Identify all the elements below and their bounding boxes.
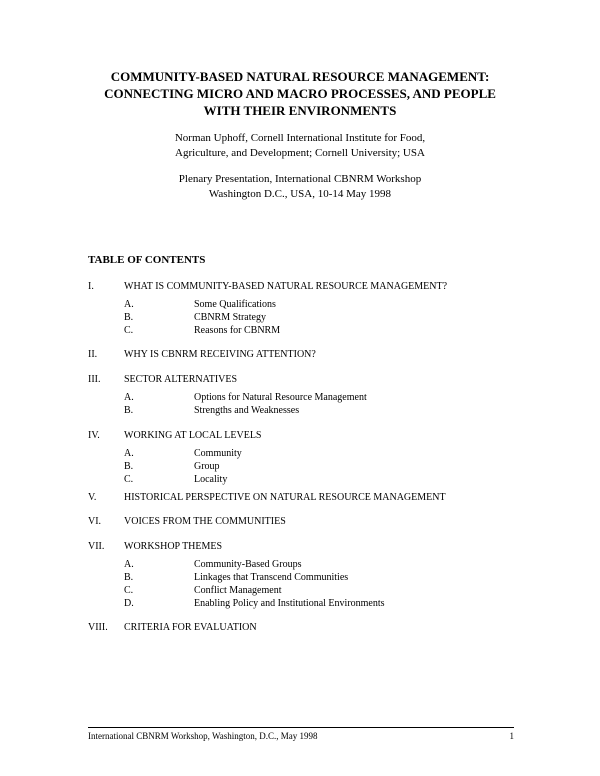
toc-section-title: CRITERIA FOR EVALUATION [124,622,257,633]
toc-subsection-title: Group [194,461,220,472]
toc-section-title: SECTOR ALTERNATIVES [124,374,238,385]
toc-subsection-title: Reasons for CBNRM [194,325,281,336]
toc-section-number: III. [88,374,101,385]
toc-subsection-letter: D. [124,598,134,609]
toc-subsection-letter: A. [124,392,134,403]
author-line: Norman Uphoff, Cornell International Institute for Food, [174,132,426,144]
toc-section-number: I. [88,281,94,292]
toc-subsection-letter: B. [124,461,134,472]
toc-subsection-title: Enabling Policy and Institutional Environments [194,598,385,609]
page-number: 1 [509,731,514,741]
title-line: WITH THEIR ENVIRONMENTS [203,103,397,118]
toc-subsection-title: Locality [194,474,228,485]
toc-subsection-letter: C. [124,474,134,485]
toc-subsection-title: Community-Based Groups [194,559,302,570]
toc-subsection-letter: B. [124,405,134,416]
presentation-line: Washington D.C., USA, 10-14 May 1998 [208,188,392,200]
toc-subsection-letter: C. [124,325,134,336]
toc-section-title: WHAT IS COMMUNITY-BASED NATURAL RESOURCE MANAGEMENT? [124,281,448,292]
footer-text: International CBNRM Workshop, Washington, D.C., May 1998 [88,731,318,741]
toc-section-title: VOICES FROM THE COMMUNITIES [124,516,286,527]
author-line: Agriculture, and Development; Cornell University; USA [175,147,425,159]
toc-subsection-title: Linkages that Transcend Communities [194,572,349,583]
toc-subsection-title: CBNRM Strategy [194,312,266,323]
toc-section-number: V. [88,492,97,503]
title-line: CONNECTING MICRO AND MACRO PROCESSES, AND PEOPLE [104,86,496,101]
presentation-info [60,172,540,202]
toc-section-title: WORKSHOP THEMES [124,541,223,552]
document-title [60,68,540,119]
toc-section-title: WHY IS CBNRM RECEIVING ATTENTION? [124,349,316,360]
author-affiliation [60,131,540,161]
toc-subsection-letter: A. [124,299,134,310]
toc-section-number: IV. [88,430,100,441]
toc-subsection-title: Conflict Management [194,585,282,596]
toc-subsection-letter: A. [124,559,134,570]
title-line: COMMUNITY-BASED NATURAL RESOURCE MANAGEMENT: [110,69,490,84]
toc-subsection-letter: B. [124,312,134,323]
toc-section-title: HISTORICAL PERSPECTIVE ON NATURAL RESOURCE MANAGEMENT [124,492,446,503]
toc-subsection-letter: A. [124,448,134,459]
toc-heading: TABLE OF CONTENTS [88,254,206,266]
toc-section-number: VI. [88,516,102,527]
toc-section-title: WORKING AT LOCAL LEVELS [124,430,262,441]
toc-subsection-title: Options for Natural Resource Management [194,392,367,403]
toc-section-number: VII. [88,541,105,552]
toc-section-number: VIII. [88,622,108,633]
toc-section-number: II. [88,349,98,360]
toc-subsection-letter: C. [124,585,134,596]
toc-subsection-title: Some Qualifications [194,299,276,310]
presentation-line: Plenary Presentation, International CBNRM Workshop [178,173,422,185]
toc-subsection-letter: B. [124,572,134,583]
footer-divider [88,727,514,728]
toc-subsection-title: Community [194,448,242,459]
toc-subsection-title: Strengths and Weaknesses [194,405,300,416]
